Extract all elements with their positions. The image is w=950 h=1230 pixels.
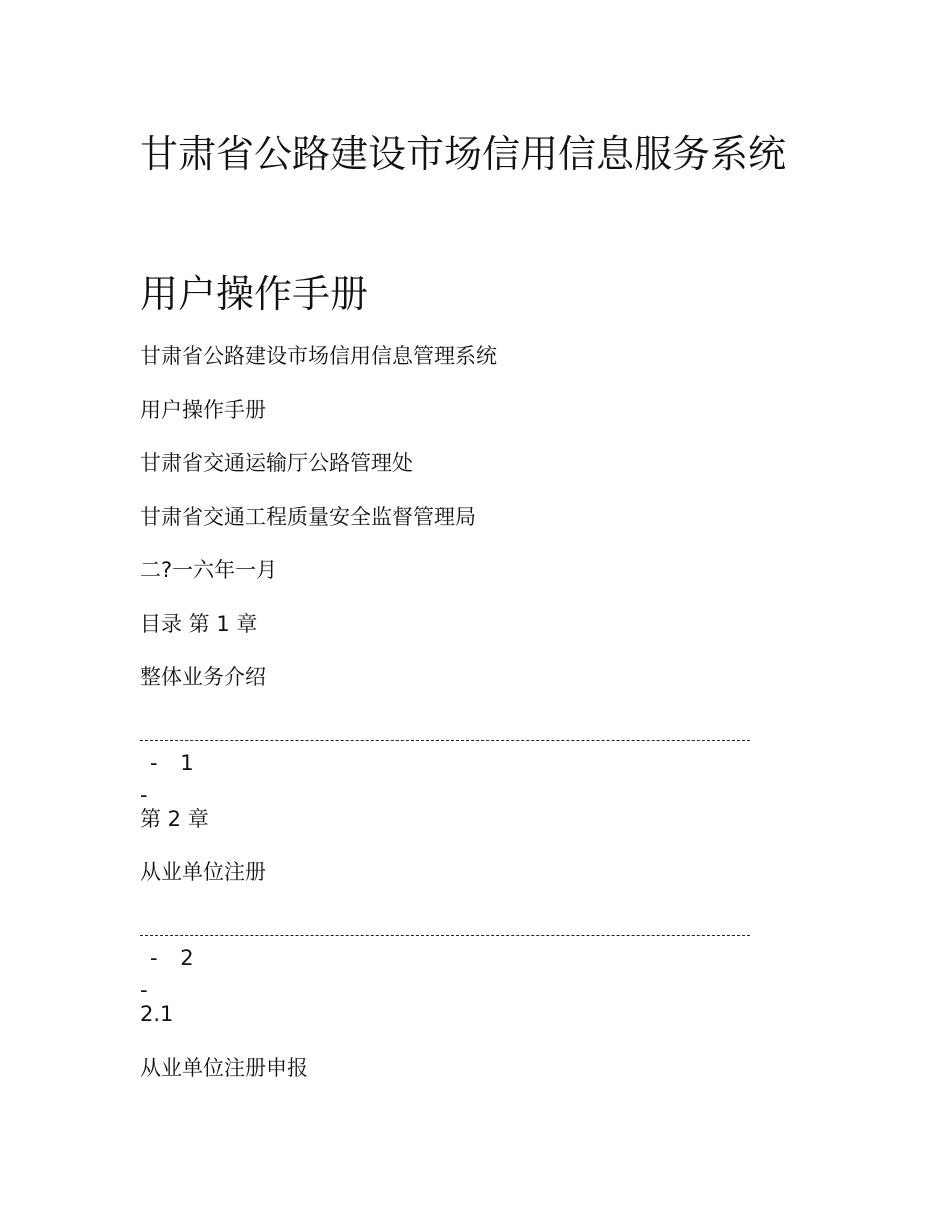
toc-chapter-2-heading: 第 2 章 (140, 807, 209, 831)
toc-heading-chapter-1: 目录 第 1 章 (140, 612, 258, 636)
manual-name-line: 用户操作手册 (140, 398, 266, 422)
toc-dot-leader (140, 910, 750, 942)
toc-dot-leader (140, 715, 750, 747)
issuer-line-2: 甘肃省交通工程质量安全监督管理局 (140, 505, 476, 529)
issuer-line-1: 甘肃省交通运输厅公路管理处 (140, 451, 413, 475)
document-subtitle: 用户操作手册 (140, 272, 369, 316)
document-title: 甘肃省公路建设市场信用信息服务系统 (140, 132, 787, 176)
toc-page-number: - 2 (150, 946, 202, 970)
toc-section-name: 从业单位注册申报 (140, 1056, 308, 1080)
toc-chapter-1-name: 整体业务介绍 (140, 665, 266, 689)
toc-section-number: 2.1 (140, 1002, 174, 1026)
toc-page-number: - 1 (150, 751, 202, 775)
system-name-line: 甘肃省公路建设市场信用信息管理系统 (140, 344, 497, 368)
toc-trail-mark: - (140, 978, 148, 1002)
toc-chapter-2-name: 从业单位注册 (140, 860, 266, 884)
date-line: 二?一六年一月 (140, 558, 278, 582)
toc-trail-mark: - (140, 783, 148, 807)
toc-leader-chapter-2 (140, 910, 800, 1006)
toc-leader-chapter-1 (140, 715, 800, 811)
